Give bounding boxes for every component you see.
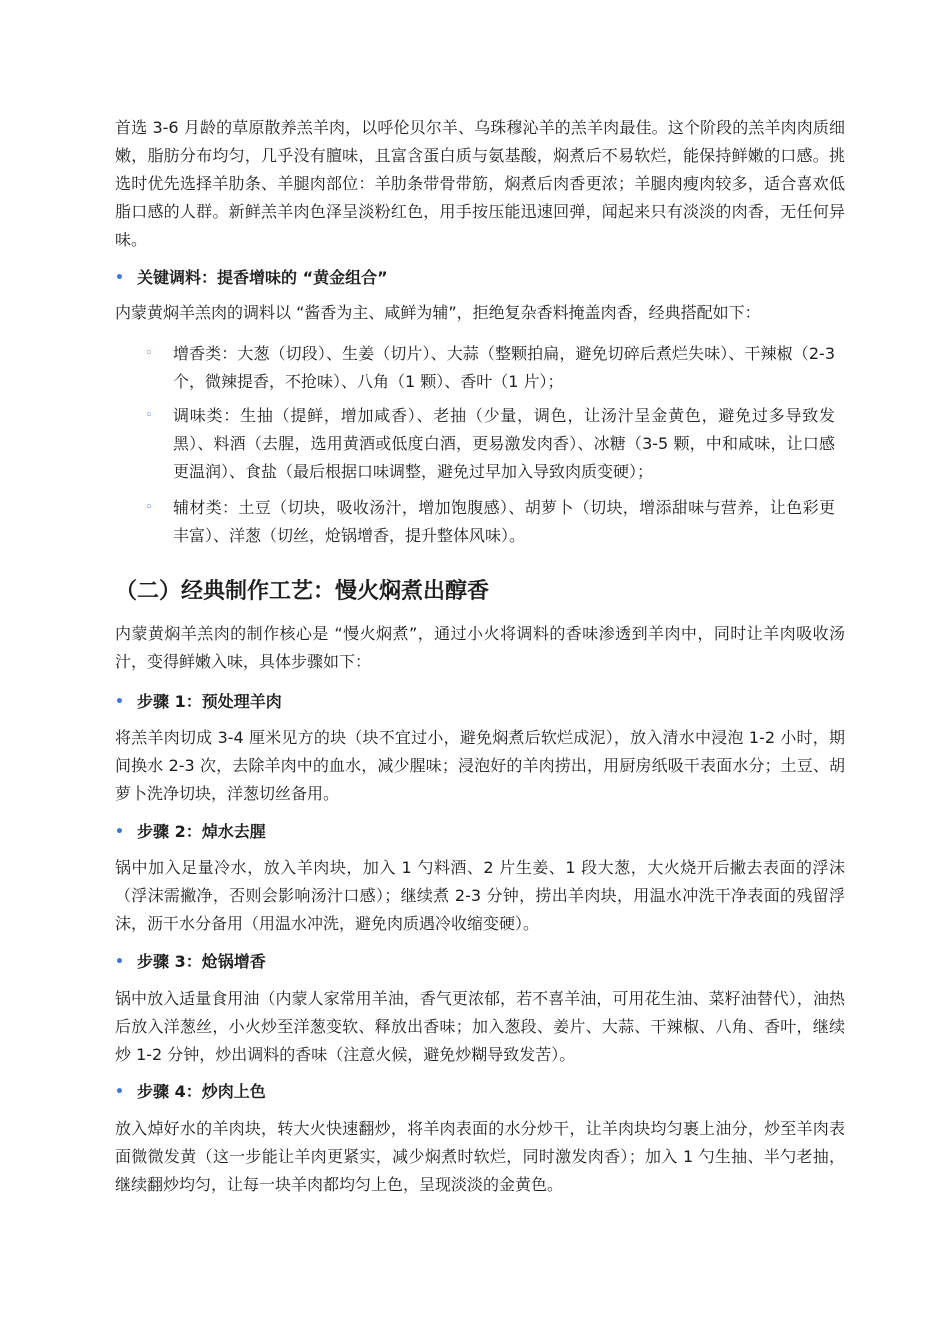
step-2-title: 步骤 2：焯水去腥 bbox=[137, 822, 266, 841]
step-1-body: 将羔羊肉切成 3-4 厘米见方的块（块不宜过小，避免焖煮后软烂成泥），放入清水中浸泡 1-2 小时，期间换水 2-3 次，去除羊肉中的血水，减少腥味；浸泡好的羊肉捞出，用厨房纸吸干表面水分；土豆、胡萝卜洗净切块，洋葱切丝备用。 bbox=[115, 728, 845, 803]
bullet-dot-icon: • bbox=[115, 1084, 124, 1100]
step-1-title: 步骤 1：预处理羊肉 bbox=[137, 692, 282, 711]
intro-paragraph: 首选 3-6 月龄的草原散养羔羊肉，以呼伦贝尔羊、乌珠穆沁羊的羔羊肉最佳。这个阶段的羔羊肉肉质细嫩，脂肪分布均匀，几乎没有膻味，且富含蛋白质与氨基酸，焖煮后不易软烂，能保持鲜嫩的口感。挑选时优先选择羊肋条、羊腿肉部位：羊肋条带骨带筋，焖煮后肉香更浓；羊腿肉瘦肉较多，适合喜欢低脂口感的人群。新鲜羔羊肉色泽呈淡粉红色，用手按压能迅速回弹，闻起来只有淡淡的肉香，无任何异味。 bbox=[115, 118, 845, 249]
section-intro: 内蒙黄焖羊羔肉的制作核心是 “慢火焖煮”，通过小火将调料的香味渗透到羊肉中，同时让羊肉吸收汤汁，变得鲜嫩入味，具体步骤如下： bbox=[115, 624, 845, 671]
circle-bullet-icon: ◦ bbox=[145, 500, 153, 515]
seasoning-item-text: 辅材类：土豆（切块，吸收汤汁，增加饱腹感）、胡萝卜（切块，增添甜味与营养，让色彩更丰富）、洋葱（切丝，炝锅增香，提升整体风味）。 bbox=[173, 498, 835, 545]
circle-bullet-icon: ◦ bbox=[145, 346, 153, 361]
seasoning-item-text: 增香类：大葱（切段）、生姜（切片）、大蒜（整颗拍扁，避免切碎后煮烂失味）、干辣椒（2-3 个，微辣提香，不抢味）、八角（1 颗）、香叶（1 片）； bbox=[173, 344, 835, 391]
bullet-dot-icon: • bbox=[115, 270, 124, 286]
step-4-body: 放入焯好水的羊肉块，转大火快速翻炒，将羊肉表面的水分炒干，让羊肉块均匀裹上油分，炒至羊肉表面微微发黄（这一步能让羊肉更紧实，减少焖煮时软烂，同时激发肉香）；加入 1 勺生抽、半勺老抽，继续翻炒均匀，让每一块羊肉都均匀上色，呈现淡淡的金黄色。 bbox=[115, 1119, 845, 1194]
bullet-dot-icon: • bbox=[115, 954, 124, 970]
section-heading: （二）经典制作工艺：慢火焖煮出醇香 bbox=[115, 579, 490, 604]
bullet-dot-icon: • bbox=[115, 694, 124, 710]
step-2-body: 锅中加入足量冷水，放入羊肉块，加入 1 勺料酒、2 片生姜、1 段大葱，大火烧开后撇去表面的浮沫（浮沫需撇净，否则会影响汤汁口感）；继续煮 2-3 分钟，捞出羊肉块，用温水冲洗干净表面的残留浮沫，沥干水分备用（用温水冲洗，避免肉质遇冷收缩变硬）。 bbox=[115, 858, 845, 933]
step-4-title: 步骤 4：炒肉上色 bbox=[137, 1082, 266, 1101]
circle-bullet-icon: ◦ bbox=[145, 408, 153, 423]
seasoning-intro: 内蒙黄焖羊羔肉的调料以 “酱香为主、咸鲜为辅”，拒绝复杂香料掩盖肉香，经典搭配如下： bbox=[115, 303, 761, 322]
seasoning-bullet-label: 关键调料：提香增味的 “黄金组合” bbox=[137, 268, 388, 287]
bullet-dot-icon: • bbox=[115, 824, 124, 840]
step-3-body: 锅中放入适量食用油（内蒙人家常用羊油，香气更浓郁，若不喜羊油，可用花生油、菜籽油替代），油热后放入洋葱丝，小火炒至洋葱变软、释放出香味；加入葱段、姜片、大蒜、干辣椒、八角、香叶，继续炒 1-2 分钟，炒出调料的香味（注意火候，避免炒糊导致发苦）。 bbox=[115, 989, 845, 1064]
step-3-title: 步骤 3：炝锅增香 bbox=[137, 952, 266, 971]
seasoning-item-text: 调味类：生抽（提鲜，增加咸香）、老抽（少量，调色，让汤汁呈金黄色，避免过多导致发黑）、料酒（去腥，选用黄酒或低度白酒，更易激发肉香）、冰糖（3-5 颗，中和咸味，让口感更温润）、食盐（最后根据口味调整，避免过早加入导致肉质变硬）； bbox=[173, 406, 835, 481]
